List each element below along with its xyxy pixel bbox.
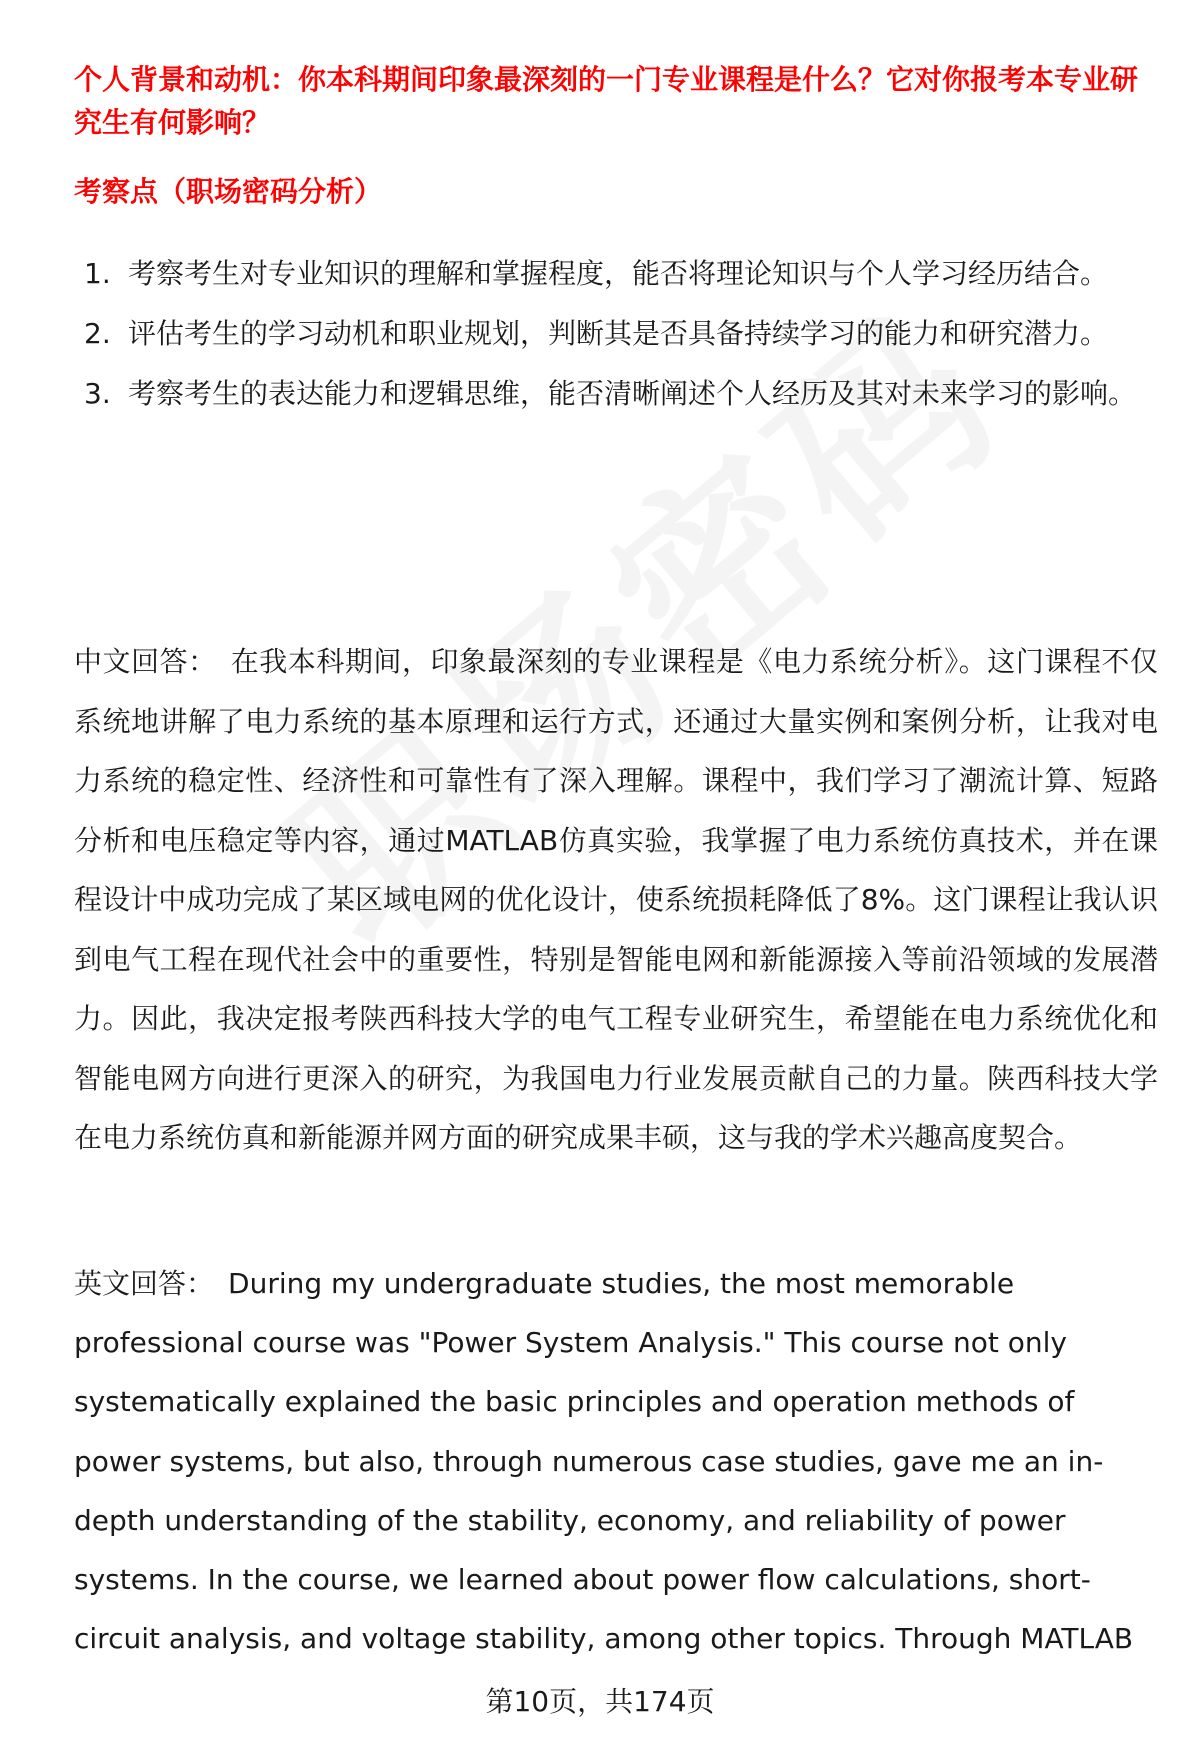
list-item-text: 考察考生对专业知识的理解和掌握程度，能否将理论知识与个人学习经历结合。 [128, 257, 1109, 290]
english-answer-text: During my undergraduate studies, the most memorable professional course was "Power System Analysis." This course not only systematically explained the basic principles and operation methods of power systems, but also, through numerous case studies, gave me an in-depth understanding of the stability, economy, and reliability of power systems. In the course, we learned about power flow calculations, short-circuit analysis, and voltage stability, among other topics. Through MATLAB [74, 1267, 1134, 1656]
list-item-text: 评估考生的学习动机和职业规划，判断其是否具备持续学习的能力和研究潜力。 [128, 317, 1109, 350]
list-item [74, 244, 1154, 304]
question-heading: 个人背景和动机：你本科期间印象最深刻的一门专业课程是什么？它对你报考本专业研究生有何影响？ [74, 63, 1139, 139]
english-answer-paragraph [74, 1254, 1158, 1668]
focus-list [74, 244, 1154, 424]
page-number: 第10页，共174页 [485, 1685, 715, 1718]
chinese-answer-text: 在我本科期间，印象最深刻的专业课程是《电力系统分析》。这门课程不仅系统地讲解了电力系统的基本原理和运行方式，还通过大量实例和案例分析，让我对电力系统的稳定性、经济性和可靠性有了深入理解。课程中，我们学习了潮流计算、短路分析和电压稳定等内容，通过MATLAB仿真实验，我掌握了电力系统仿真技术，并在课程设计中成功完成了某区域电网的优化设计，使系统损耗降低了8%。这门课程让我认识到电气工程在现代社会中的重要性，特别是智能电网和新能源接入等前沿领域的发展潜力。因此，我决定报考陕西科技大学的电气工程专业研究生，希望能在电力系统优化和智能电网方向进行更深入的研究，为我国电力行业发展贡献自己的力量。陕西科技大学在电力系统仿真和新能源并网方面的研究成果丰硕，这与我的学术兴趣高度契合。 [74, 645, 1158, 1154]
focus-heading: 考察点（职场密码分析） [74, 175, 383, 208]
chinese-answer-label: 中文回答： [74, 645, 217, 678]
english-answer-label: 英文回答： [74, 1267, 215, 1300]
chinese-answer-paragraph [74, 632, 1158, 1168]
list-item [74, 364, 1154, 424]
list-item-text: 考察考生的表达能力和逻辑思维，能否清晰阐述个人经历及其对未来学习的影响。 [128, 377, 1137, 410]
list-item-number: 1. [84, 257, 111, 290]
list-item-number: 2. [84, 317, 111, 350]
list-item [74, 304, 1154, 364]
list-item-number: 3. [84, 377, 111, 410]
